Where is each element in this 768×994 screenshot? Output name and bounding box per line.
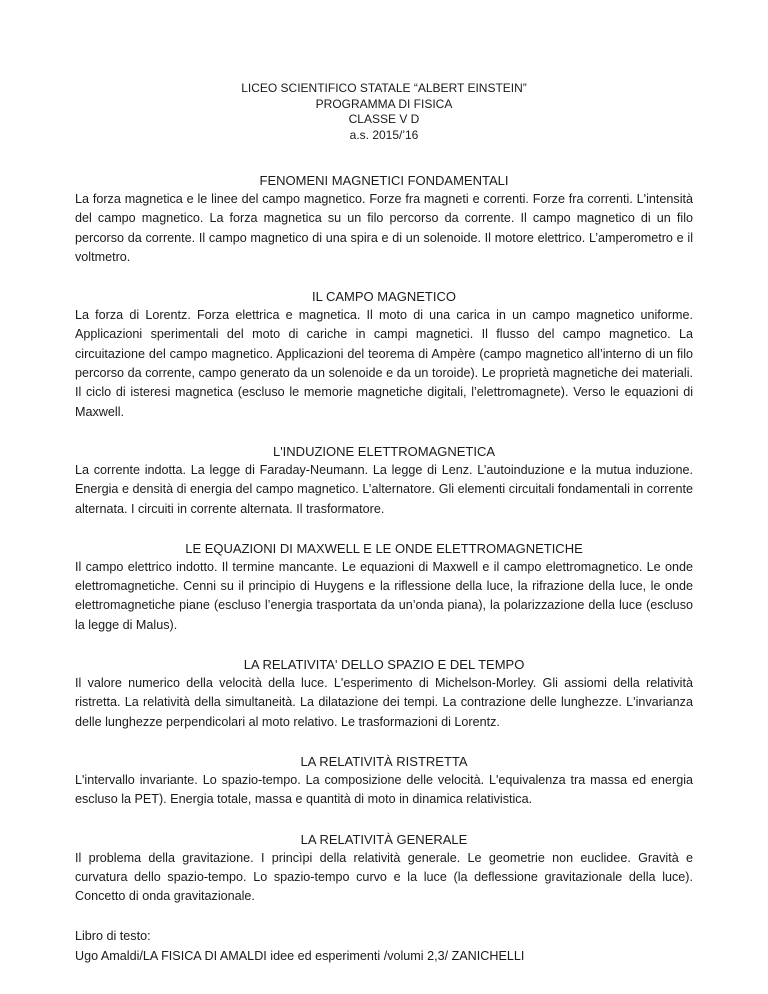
section-body: La corrente indotta. La legge di Faraday-Neumann. La legge di Lenz. L’autoinduzione e la mutua induzione. Energia e densità di energia del campo magnetico. L’alternatore. Gli elementi circuitali fondamentali in corrente alternata. I circuiti in corrente alternata. Il trasformatore. — [75, 462, 693, 516]
section-equazioni-maxwell — [75, 539, 693, 635]
section-title: LA RELATIVITA' DELLO SPAZIO E DEL TEMPO — [243, 657, 525, 673]
section-title: LE EQUAZIONI DI MAXWELL E LE ONDE ELETTROMAGNETICHE — [185, 540, 583, 556]
textbook-info — [75, 927, 693, 966]
textbook-reference: Ugo Amaldi/LA FISICA DI AMALDI idee ed esperimenti /volumi 2,3/ ZANICHELLI — [75, 948, 525, 963]
document-header — [75, 81, 693, 143]
section-induzione-elettromagnetica — [75, 442, 693, 519]
section-body: Il problema della gravitazione. I princìpi della relatività generale. Le geometrie non euclidee. Gravità e curvatura dello spazio-tempo. Lo spazio-tempo curvo e la luce (la deflessione gravitazionale della luce). Concetto di onda gravitazionale. — [75, 850, 693, 904]
section-title: FENOMENI MAGNETICI FONDAMENTALI — [259, 173, 509, 188]
section-relativita-ristretta — [75, 752, 693, 810]
section-body: La forza di Lorentz. Forza elettrica e magnetica. Il moto di una carica in un campo magnetico uniforme. Applicazioni sperimentali del moto di cariche in campi magnetici. Il flusso del campo magnetico. La circuitazione del campo magnetico. Applicazioni del teorema di Ampère (campo magnetico all’interno di un filo percorso da corrente, campo generato da un solenoide e da un toroide). Le proprietà magnetiche dei materiali. Il ciclo di isteresi magnetica (escluso le memorie magnetiche digitali, l’elettromagnete). Verso le equazioni di Maxwell. — [75, 308, 693, 419]
school-name: LICEO SCIENTIFICO STATALE “ALBERT EINSTEIN” — [241, 81, 527, 95]
section-relativita-spazio-tempo — [75, 655, 693, 732]
textbook-label: Libro di testo: — [75, 929, 151, 944]
section-body: L'intervallo invariante. Lo spazio-tempo. La composizione delle velocità. L'equivalenza tra massa ed energia escluso la PET). Energia totale, massa e quantità di moto in dinamica relativistica. — [75, 772, 693, 807]
section-body: Il campo elettrico indotto. Il termine mancante. Le equazioni di Maxwell e il campo elettromagnetico. Le onde elettromagnetiche. Cenni su il principio di Huygens e la riflessione della luce, la rifrazione della luce, le onde elettromagnetiche piane (escluso l’energia trasportata da un’onda piana), la polarizzazione della luce (escluso la legge di Malus). — [75, 559, 693, 632]
section-campo-magnetico — [75, 287, 693, 422]
school-year: a.s. 2015/’16 — [349, 127, 419, 142]
document-page — [75, 81, 693, 966]
section-body: La forza magnetica e le linee del campo magnetico. Forze fra magneti e correnti. Forze fra correnti. L'intensità del campo magnetico. La forza magnetica su un filo percorso da corrente. Il campo magnetico di un filo percorso da corrente. Il campo magnetico di una spira e di un solenoide. Il motore elettrico. L’amperometro e il voltmetro. — [75, 192, 693, 264]
section-title: L'INDUZIONE ELETTROMAGNETICA — [272, 443, 496, 459]
section-title: IL CAMPO MAGNETICO — [312, 289, 456, 305]
program-title: PROGRAMMA DI FISICA — [315, 96, 453, 111]
section-relativita-generale — [75, 830, 693, 907]
section-fenomeni-magnetici — [75, 171, 693, 267]
section-title: LA RELATIVITÀ RISTRETTA — [300, 753, 468, 769]
section-body: Il valore numerico della velocità della luce. L'esperimento di Michelson-Morley. Gli assiomi della relatività ristretta. La relatività della simultaneità. La dilatazione dei tempi. La contrazione delle lunghezze. L'invarianza delle lunghezze perpendicolari al moto relativo. Le trasformazioni di Lorentz. — [75, 676, 693, 729]
class-label: CLASSE V D — [348, 112, 420, 126]
section-title: LA RELATIVITÀ GENERALE — [300, 831, 468, 847]
